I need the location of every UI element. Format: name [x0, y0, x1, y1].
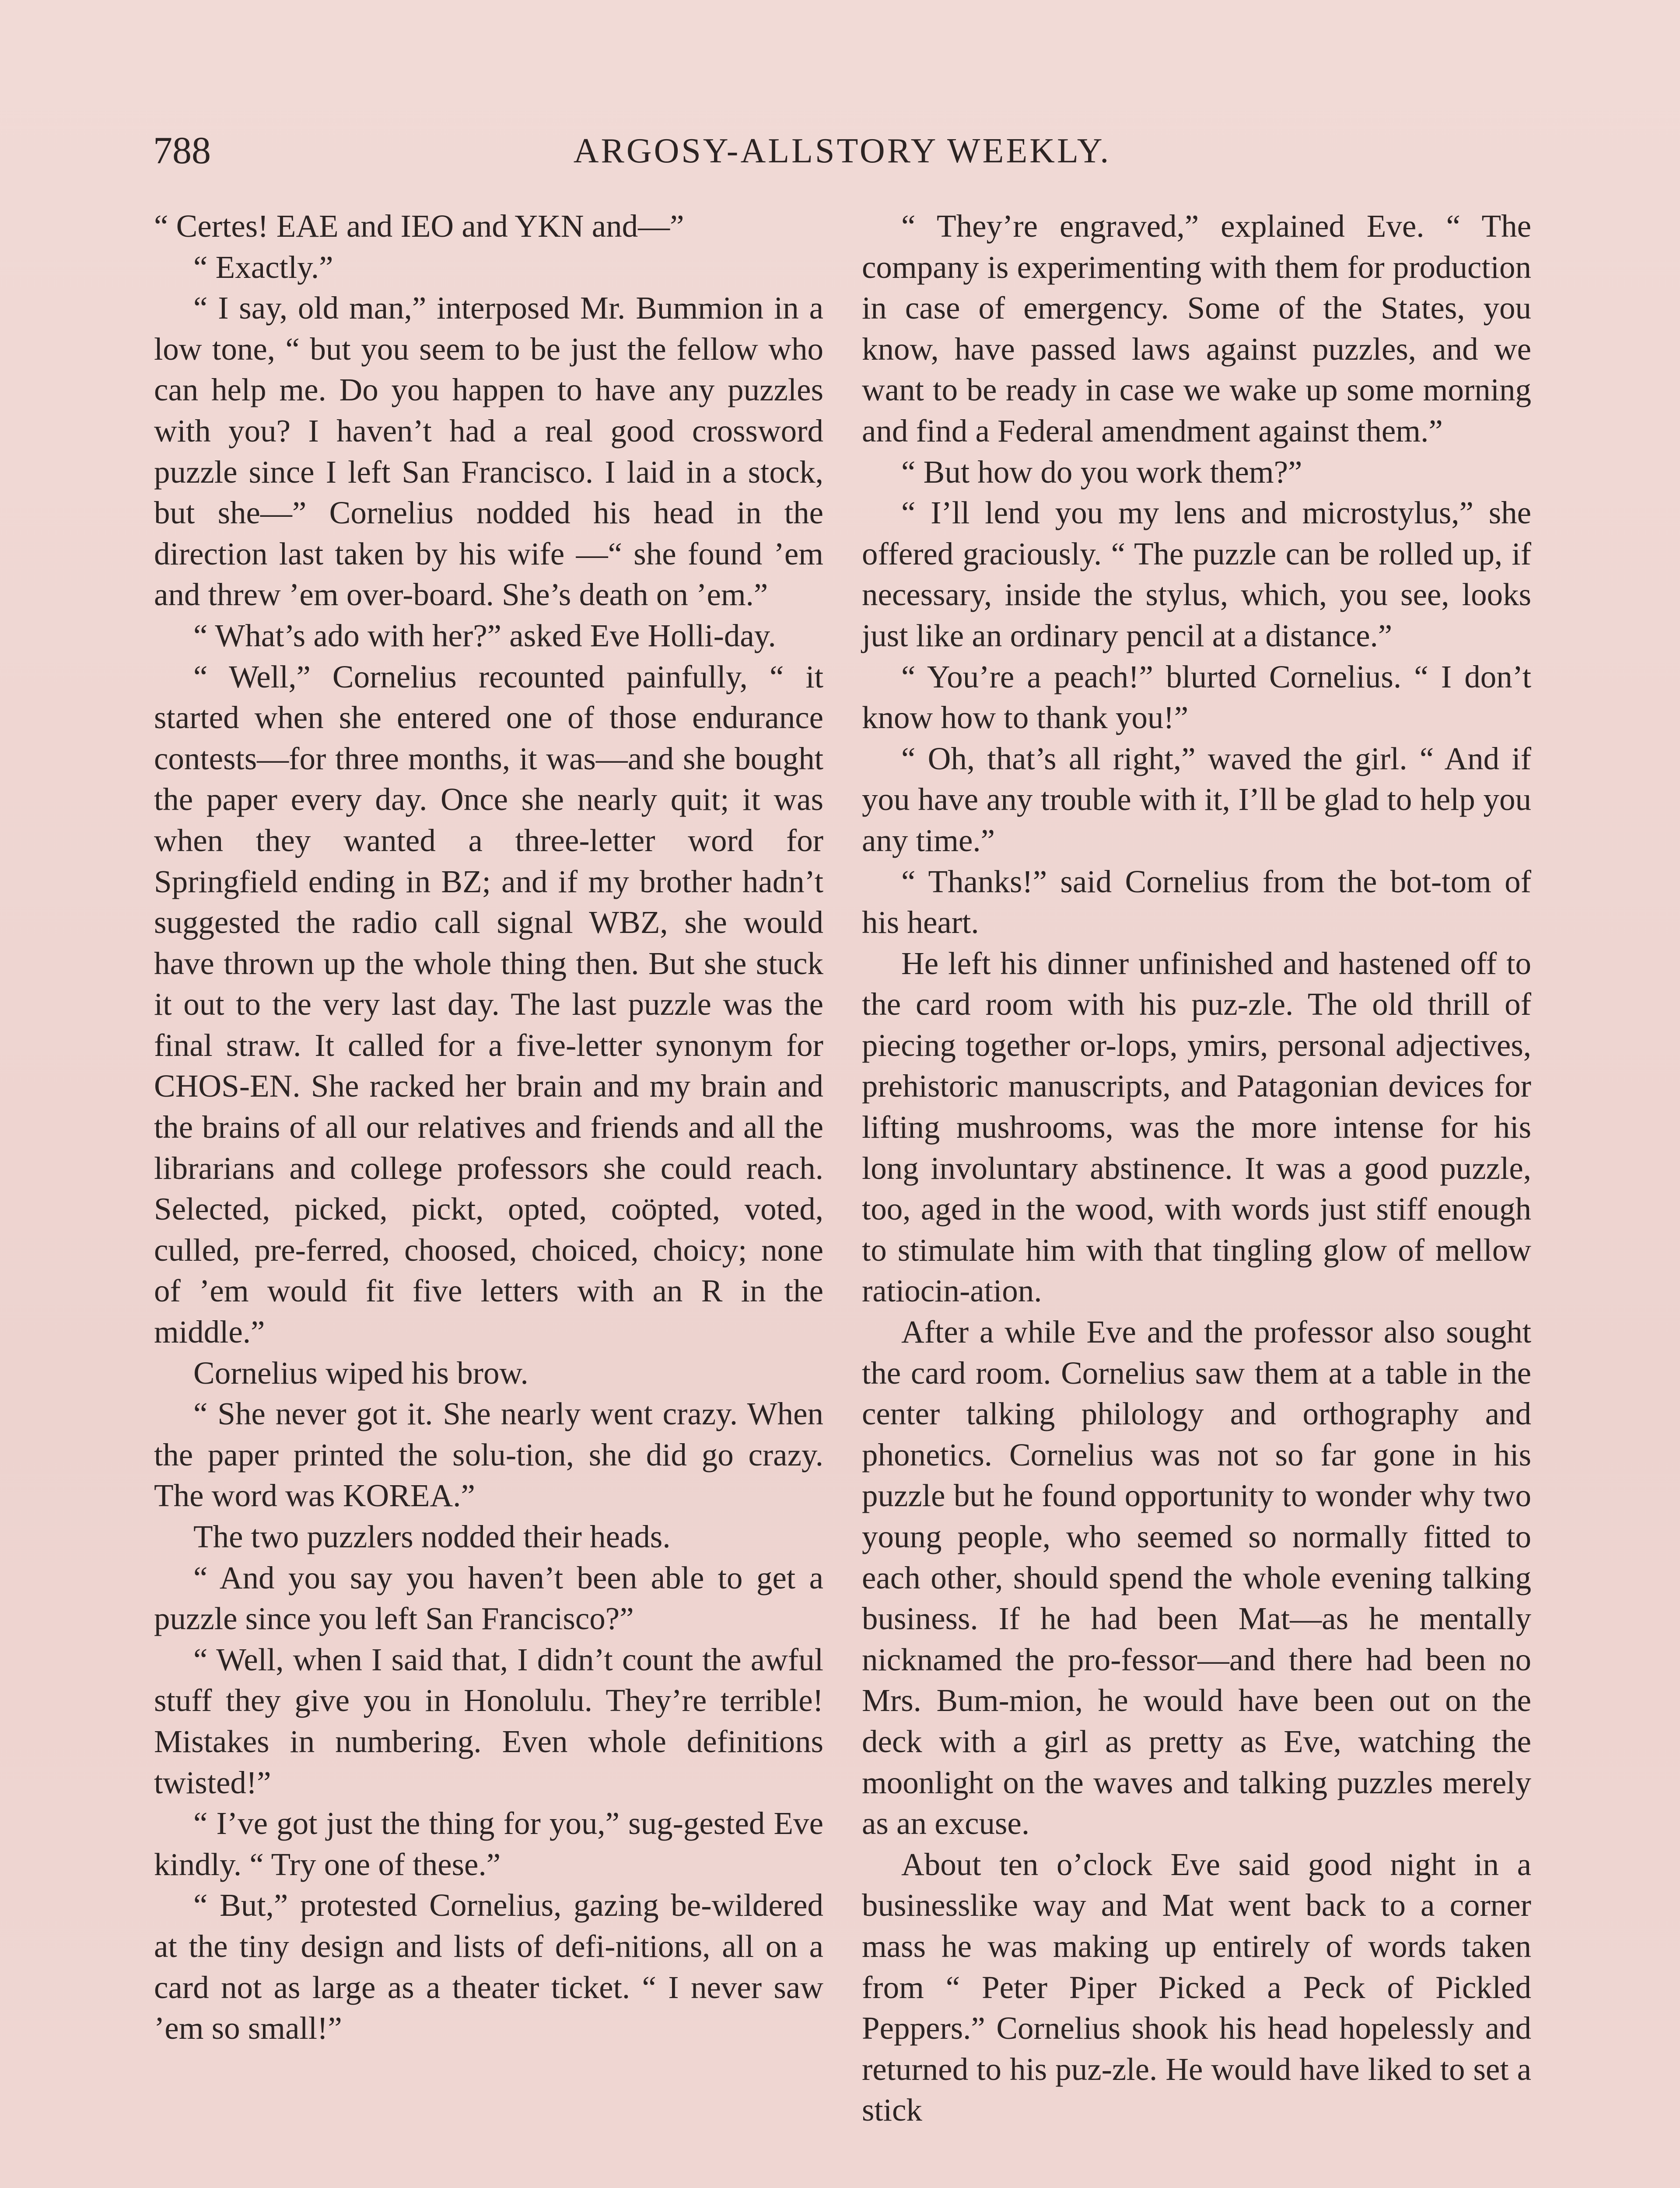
paragraph: The two puzzlers nodded their heads.: [193, 1519, 671, 1554]
paragraph: “ She never got it. She nearly went crazy. When the paper printed the solu-tion, she did go crazy. The word was KOREA.”: [154, 1396, 823, 1514]
page-header: [153, 127, 1531, 175]
paragraph: He left his dinner unfinished and hastened off to the card room with his puz-zle. The old thrill of piecing together or-lops, ymirs, personal adjectives, prehistoric manuscripts, and Patagonian devices for lifting mushrooms, was the more intense for his long involuntary abstinence. It was a good puzzle, too, aged in the wood, with words just stiff enough to stimulate him with that tingling glow of mellow ratiocin-ation.: [862, 945, 1531, 1309]
paragraph: “ And you say you haven’t been able to get a puzzle since you left San Francisco?”: [154, 1560, 823, 1637]
left-column: [154, 206, 823, 2049]
paragraph: “ Well, when I said that, I didn’t count the awful stuff they give you in Honolulu. They’re terrible! Mistakes in numbering. Even whole definitions twisted!”: [154, 1641, 823, 1800]
paragraph: “ Thanks!” said Cornelius from the bot-tom of his heart.: [862, 863, 1531, 940]
paragraph: “ What’s ado with her?” asked Eve Holli-day.: [193, 617, 776, 653]
running-head: ARGOSY-ALLSTORY WEEKLY.: [573, 132, 1111, 170]
paragraph: “ Certes! EAE and IEO and YKN and—”: [154, 208, 684, 244]
paragraph: “ But,” protested Cornelius, gazing be-wildered at the tiny design and lists of defi-nitions, all on a card not as large as a theater ticket. “ I never saw ’em so small!”: [154, 1887, 823, 2046]
paragraph: After a while Eve and the professor also sought the card room. Cornelius saw them at a table in the center talking philology and orthography and phonetics. Cornelius was not so far gone in his puzzle but he found opportunity to wonder why two young people, who seemed so normally fitted to each other, should spend the whole evening talking business. If he had been Mat—as he mentally nicknamed the pro-fessor—and there had been no Mrs. Bum-mion, he would have been out on the deck with a girl as pretty as Eve, watching the moonlight on the waves and talking puzzles merely as an excuse.: [862, 1314, 1531, 1841]
paragraph: “ Well,” Cornelius recounted painfully, “ it started when she entered one of those endurance contests—for three months, it was—and she bought the paper every day. Once she nearly quit; it was when they wanted a three-letter word for Springfield ending in BZ; and if my brother hadn’t suggested the radio call signal WBZ, she would have thrown up the whole thing then. But she stuck it out to the very last day. The last puzzle was the final straw. It called for a five-letter synonym for CHOS-EN. She racked her brain and my brain and the brains of all our relatives and friends and all the librarians and college professors she could reach. Selected, picked, pickt, opted, coöpted, voted, culled, pre-ferred, choosed, choiced, choicy; none of ’em would fit five letters with an R in the middle.”: [154, 659, 823, 1350]
paragraph: “ But how do you work them?”: [901, 454, 1302, 490]
right-column: [862, 206, 1531, 2131]
page-number: 788: [153, 130, 211, 172]
paragraph: “ Exactly.”: [193, 249, 333, 285]
paragraph: “ You’re a peach!” blurted Cornelius. “ I don’t know how to thank you!”: [862, 659, 1531, 736]
paragraph: “ I’ve got just the thing for you,” sug-gested Eve kindly. “ Try one of these.”: [154, 1806, 823, 1882]
paragraph: “ I say, old man,” interposed Mr. Bummion in a low tone, “ but you seem to be just the fellow who can help me. Do you happen to have any puzzles with you? I haven’t had a real good crossword puzzle since I left San Francisco. I laid in a stock, but she—” Cornelius nodded his head in the direction last taken by his wife —“ she found ’em and threw ’em over-board. She’s death on ’em.”: [154, 290, 823, 613]
paragraph: Cornelius wiped his brow.: [193, 1355, 528, 1391]
paragraph: “ They’re engraved,” explained Eve. “ The company is experimenting with them for production in case of emergency. Some of the States, you know, have passed laws against puzzles, and we want to be ready in case we wake up some morning and find a Federal amendment against them.”: [862, 208, 1531, 449]
paragraph: “ Oh, that’s all right,” waved the girl. “ And if you have any trouble with it, I’ll be glad to help you any time.”: [862, 740, 1531, 858]
paragraph: “ I’ll lend you my lens and microstylus,” she offered graciously. “ The puzzle can be rolled up, if necessary, inside the stylus, which, you see, looks just like an ordinary pencil at a distance.”: [862, 495, 1531, 653]
paragraph: About ten o’clock Eve said good night in a businesslike way and Mat went back to a corner mass he was making up entirely of words taken from “ Peter Piper Picked a Peck of Pickled Peppers.” Cornelius shook his head hopelessly and returned to his puz-zle. He would have liked to set a stick: [862, 1846, 1531, 2128]
